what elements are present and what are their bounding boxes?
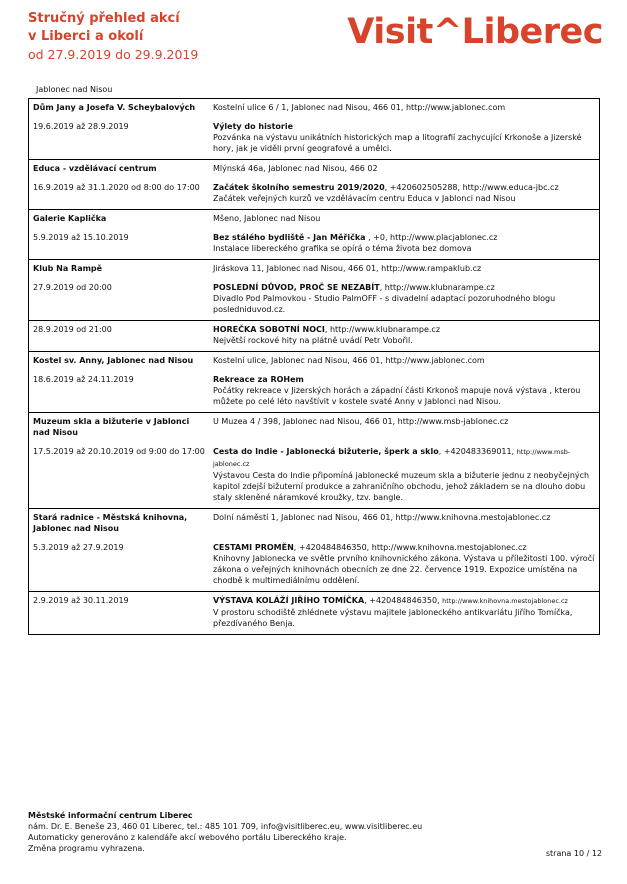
- event-description: Výstavou Cesta do Indie připomíná jablonecké muzeum skla a bižuterie jednu z neobyčejných kapitol zdejší bižuterní produkce a zahraničního obchodu, jehož základem se na dlouho dobu staly skleněné náramkové kroužky, tzv. bangle.: [213, 471, 590, 502]
- event-title: Bez stálého bydliště - Jan Měřička: [213, 233, 366, 242]
- event-date-cell: [29, 539, 210, 592]
- event-date: 28.9.2019 od 21:00: [33, 325, 112, 334]
- event-description: Pozvánka na výstavu unikátních historických map a litografií zachycující Krkonoše a Jizerské hory, jak je viděli první geografové a umělci.: [213, 133, 582, 153]
- venue-name: Stará radnice - Městská knihovna, Jablonec nad Nisou: [33, 513, 188, 533]
- venue-address-cell: [209, 99, 600, 119]
- event-info-cell: [209, 229, 600, 260]
- footer-address: nám. Dr. E. Beneše 23, 460 01 Liberec, tel.: 485 101 709, info@visitliberec.eu, www.visitliberec.eu: [28, 822, 423, 831]
- footer-note-changes: Změna programu vyhrazena.: [28, 844, 145, 853]
- event-title: VÝSTAVA KOLÁŽÍ JIŘÍHO TOMÍČKA: [213, 596, 365, 605]
- event-date-cell: [29, 118, 210, 160]
- event-info-cell: [209, 279, 600, 321]
- event-description: Divadlo Pod Palmovkou - Studio PalmOFF - s divadelní adaptací pozoruhodného blogu posledniduvod.cz.: [213, 294, 556, 314]
- event-row: [29, 371, 600, 413]
- event-date: 5.3.2019 až 27.9.2019: [33, 543, 124, 552]
- event-info-cell: [209, 179, 600, 210]
- event-date: 27.9.2019 od 20:00: [33, 283, 112, 292]
- event-contact: , http://www.klubnarampe.cz: [379, 283, 495, 292]
- event-title: Cesta do Indie - Jablonecká bižuterie, šperk a sklo: [213, 447, 439, 456]
- venue-name-cell: [29, 413, 210, 444]
- venue-row: [29, 210, 600, 230]
- event-description: Největší rockové hity na plátně uvádí Petr Vobořil.: [213, 336, 413, 345]
- footer-org: Městské informační centrum Liberec: [28, 811, 193, 820]
- venue-name-cell: [29, 210, 210, 230]
- event-date: 18.6.2019 až 24.11.2019: [33, 375, 134, 384]
- event-contact: , +0, http://www.placjablonec.cz: [365, 233, 498, 242]
- page-number: strana 10 / 12: [545, 849, 602, 858]
- venue-address: Mlýnská 46a, Jablonec nad Nisou, 466 02: [213, 164, 378, 173]
- event-date-cell: [29, 592, 210, 635]
- footer-note-generated: Automaticky generováno z kalendáře akcí webového portálu Libereckého kraje.: [28, 833, 347, 842]
- venue-name-cell: [29, 160, 210, 180]
- venue-name-cell: [29, 352, 210, 372]
- event-title: POSLEDNÍ DŮVOD, PROČ SE NEZABÍT: [213, 283, 380, 292]
- venue-row: [29, 413, 600, 444]
- event-title-line: [213, 446, 595, 470]
- event-contact: , +420483369011,: [438, 447, 515, 456]
- venue-name: Klub Na Rampě: [33, 264, 103, 273]
- venue-address-cell: [209, 160, 600, 180]
- venue-row: [29, 260, 600, 280]
- event-date-cell: [29, 443, 210, 509]
- venue-address-cell: [209, 352, 600, 372]
- event-info-cell: [209, 118, 600, 160]
- event-title-line: [213, 324, 595, 335]
- event-title-line: [213, 182, 595, 193]
- venue-address-cell: [209, 210, 600, 230]
- venue-row: [29, 99, 600, 119]
- event-url: http://www.knihovna.mestojablonec.cz: [442, 597, 568, 605]
- event-title-line: [213, 121, 595, 132]
- event-contact: , +420602505288, http://www.educa-jbc.cz: [384, 183, 559, 192]
- venue-name: Kostel sv. Anny, Jablonec nad Nisou: [33, 356, 194, 365]
- venue-address: Jiráskova 11, Jablonec nad Nisou, 466 01, http://www.rampaklub.cz: [213, 264, 482, 273]
- event-info-cell: [209, 321, 600, 352]
- venue-address: Dolní náměstí 1, Jablonec nad Nisou, 466 01, http://www.knihovna.mestojablonec.cz: [213, 513, 551, 522]
- event-info-cell: [209, 443, 600, 509]
- venue-row: [29, 509, 600, 540]
- event-description: Začátek veřejných kurzů ve vzdělávacím centru Educa v Jablonci nad Nisou: [213, 194, 516, 203]
- event-row: [29, 279, 600, 321]
- venue-row: [29, 160, 600, 180]
- event-date: 16.9.2019 až 31.1.2020 od 8:00 do 17:00: [33, 183, 200, 192]
- event-contact: , +420484846350,: [364, 596, 440, 605]
- event-date: 19.6.2019 až 28.9.2019: [33, 122, 129, 131]
- event-row: [29, 443, 600, 509]
- page-header: [28, 10, 603, 70]
- venue-name: Muzeum skla a bižuterie v Jablonci nad Nisou: [33, 417, 190, 437]
- event-contact: , http://www.klubnarampe.cz: [324, 325, 441, 334]
- event-row: [29, 539, 600, 592]
- venue-address-cell: [209, 413, 600, 444]
- event-date: 2.9.2019 až 30.11.2019: [33, 596, 129, 605]
- event-row: [29, 592, 600, 635]
- event-date-cell: [29, 179, 210, 210]
- event-date: 5.9.2019 až 15.10.2019: [33, 233, 129, 242]
- date-range: od 27.9.2019 do 29.9.2019: [28, 47, 199, 62]
- event-description: Instalace libereckého grafika se opírá o téma života bez domova: [213, 244, 472, 253]
- venue-name-cell: [29, 260, 210, 280]
- event-info-cell: [209, 592, 600, 635]
- events-table: [28, 98, 600, 635]
- title-line-2: v Liberci a okolí: [28, 29, 144, 44]
- event-title: Výlety do historie: [213, 122, 294, 131]
- event-title: Začátek školního semestru 2019/2020: [213, 183, 385, 192]
- venue-address-cell: [209, 509, 600, 540]
- venue-address: Kostelní ulice 6 / 1, Jablonec nad Nisou, 466 01, http://www.jablonec.com: [213, 103, 506, 112]
- event-description: V prostoru schodiště zhlédnete výstavu majitele jabloneckého antikvariátu Jiřího Tomíčka, přezdívaného Benja.: [213, 608, 573, 628]
- page-footer: [28, 810, 603, 854]
- event-title: Rekreace za ROHem: [213, 375, 304, 384]
- venue-name: Galerie Kaplička: [33, 214, 107, 223]
- event-title-line: [213, 374, 595, 385]
- event-title-line: [213, 282, 595, 293]
- visit-liberec-logo: Visit^Liberec: [347, 12, 603, 52]
- event-title: HOREČKA SOBOTNÍ NOCI: [213, 325, 325, 334]
- venue-name: Dům Jany a Josefa V. Scheybalových: [33, 103, 196, 112]
- event-info-cell: [209, 539, 600, 592]
- event-title-line: [213, 232, 595, 243]
- event-date-cell: [29, 321, 210, 352]
- venue-address: Mšeno, Jablonec nad Nisou: [213, 214, 321, 223]
- venue-address: Kostelní ulice, Jablonec nad Nisou, 466 01, http://www.jablonec.com: [213, 356, 485, 365]
- event-description: Knihovny Jablonecka ve světle prvního knihovnického zákona. Výstava u příležitosti 100. výročí zákona o veřejných knihovnách obecních ze dne 22. července 1919. Expozice umístěna na chodbě k multimediálnímu oddělení.: [213, 554, 595, 585]
- event-row: [29, 229, 600, 260]
- venue-name-cell: [29, 99, 210, 119]
- event-url: http://www.msb-jablonec.cz: [213, 448, 571, 468]
- venue-name-cell: [29, 509, 210, 540]
- event-row: [29, 321, 600, 352]
- region-heading: Jablonec nad Nisou: [36, 85, 113, 94]
- event-info-cell: [209, 371, 600, 413]
- event-date: 17.5.2019 až 20.10.2019 od 9:00 do 17:00: [33, 447, 205, 456]
- event-title-line: [213, 542, 595, 553]
- venue-name: Educa - vzdělávací centrum: [33, 164, 157, 173]
- event-title: CESTAMI PROMĚN: [213, 543, 294, 552]
- title-line-1: Stručný přehled akcí: [28, 11, 180, 26]
- venue-address-cell: [209, 260, 600, 280]
- event-date-cell: [29, 229, 210, 260]
- event-contact: , +420484846350, http://www.knihovna.mestojablonec.cz: [293, 543, 527, 552]
- event-date-cell: [29, 371, 210, 413]
- event-description: Počátky rekreace v Jizerských horách a západní části Krkonoš mapuje nová výstava , kterou můžete po celé léto navštívit v kostele svaté Anny v Jablonci nad Nisou.: [213, 386, 581, 406]
- event-row: [29, 179, 600, 210]
- event-title-line: [213, 595, 595, 607]
- venue-row: [29, 352, 600, 372]
- venue-address: U Muzea 4 / 398, Jablonec nad Nisou, 466 01, http://www.msb-jablonec.cz: [213, 417, 509, 426]
- event-row: [29, 118, 600, 160]
- event-date-cell: [29, 279, 210, 321]
